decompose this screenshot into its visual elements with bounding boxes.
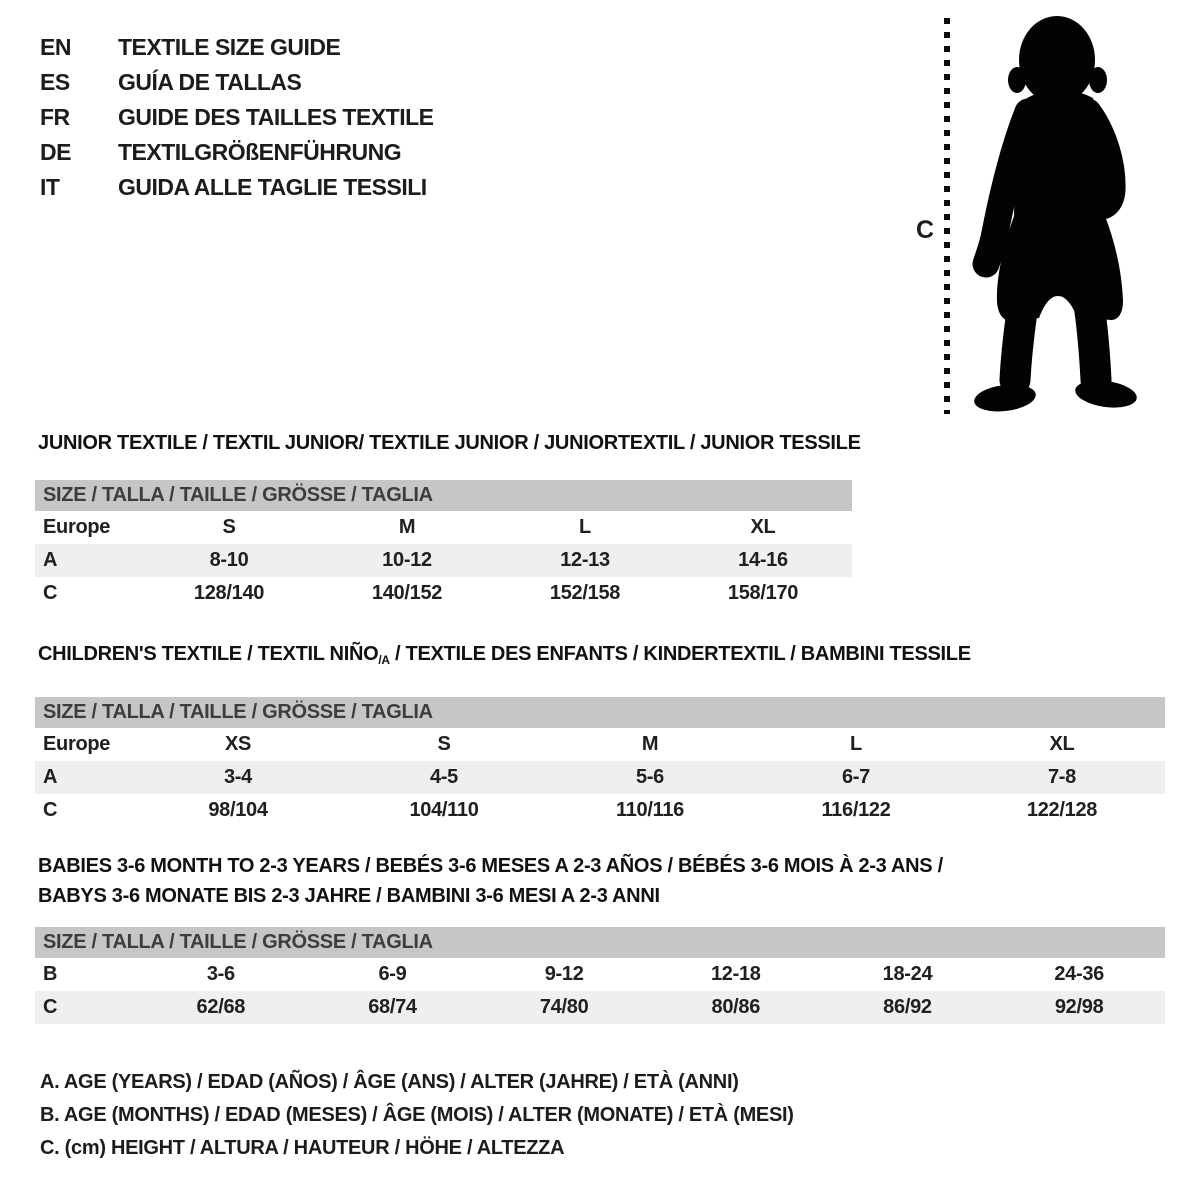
children-title-sub: /A xyxy=(378,653,390,667)
legend-line-b: B. AGE (MONTHS) / EDAD (MESES) / ÂGE (MOIS) / ALTER (MONATE) / ETÀ (MESI) xyxy=(40,1104,794,1126)
height-cell: 116/122 xyxy=(821,799,891,821)
height-cell: 122/128 xyxy=(1026,799,1098,821)
children-title-main: CHILDREN'S TEXTILE / TEXTIL NIÑO xyxy=(38,643,379,665)
table-row xyxy=(35,511,852,544)
guide-title-de: TEXTILGRÖßENFÜHRUNG xyxy=(118,139,402,165)
size-cell: XS xyxy=(224,733,252,755)
babies-title-line2: BABYS 3-6 MONATE BIS 2-3 JAHRE / BAMBINI 3-6 MESI A 2-3 ANNI xyxy=(38,885,660,907)
age-cell: 3-6 xyxy=(206,963,235,985)
table-row xyxy=(35,991,1165,1024)
table-row xyxy=(35,794,1165,827)
junior-textile-section xyxy=(35,432,861,610)
height-cell: 158/170 xyxy=(727,582,799,604)
age-cell: 4-5 xyxy=(429,766,458,788)
height-cell: 92/98 xyxy=(1054,996,1104,1018)
age-cell: 24-36 xyxy=(1054,963,1104,985)
table-row xyxy=(35,544,852,577)
height-cell: 68/74 xyxy=(368,996,417,1018)
age-cell: 10-12 xyxy=(382,549,432,571)
toddler-silhouette-icon xyxy=(963,14,1143,416)
age-cell: 12-13 xyxy=(560,549,610,571)
row-label: A xyxy=(43,766,58,788)
size-cell: XL xyxy=(750,516,776,538)
height-cell: 62/68 xyxy=(196,996,246,1018)
children-textile-section xyxy=(35,643,1165,827)
height-cell: 74/80 xyxy=(539,996,589,1018)
table-row xyxy=(35,958,1165,991)
age-cell: 3-4 xyxy=(223,766,252,788)
babies-textile-title xyxy=(38,851,1165,911)
height-cell: 128/140 xyxy=(193,582,265,604)
children-title-rest: / TEXTILE DES ENFANTS / KINDERTEXTIL / BAMBINI TESSILE xyxy=(389,643,971,665)
size-cell: S xyxy=(437,733,451,755)
children-size-header-bar: SIZE / TALLA / TAILLE / GRÖSSE / TAGLIA xyxy=(35,697,1165,728)
age-cell: 12-18 xyxy=(710,963,761,985)
height-cell: 80/86 xyxy=(711,996,761,1018)
table-row xyxy=(35,577,852,610)
junior-textile-table xyxy=(35,511,852,610)
age-cell: 9-12 xyxy=(544,963,584,985)
row-label: Europe xyxy=(43,733,111,755)
size-cell: L xyxy=(579,516,591,538)
row-label: C xyxy=(43,582,58,604)
table-row xyxy=(35,728,1165,761)
children-textile-table xyxy=(35,728,1165,827)
row-label: Europe xyxy=(43,516,111,538)
age-cell: 5-6 xyxy=(635,766,664,788)
babies-textile-table xyxy=(35,958,1165,1024)
size-cell: S xyxy=(222,516,236,538)
guide-title-es: GUÍA DE TALLAS xyxy=(118,69,302,95)
age-cell: 14-16 xyxy=(738,549,788,571)
height-measure-figure xyxy=(905,14,1185,424)
language-code: EN xyxy=(40,34,71,60)
language-title-block xyxy=(40,30,434,205)
row-label: B xyxy=(43,963,58,985)
language-row xyxy=(40,100,434,135)
height-dashed-line xyxy=(944,18,950,414)
row-label: A xyxy=(43,549,58,571)
guide-title-fr: GUIDE DES TAILLES TEXTILE xyxy=(118,104,434,130)
height-cell: 140/152 xyxy=(371,582,443,604)
legend-block xyxy=(40,1066,794,1165)
height-cell: 152/158 xyxy=(549,582,621,604)
age-cell: 8-10 xyxy=(209,549,249,571)
language-code: ES xyxy=(40,69,70,95)
language-row xyxy=(40,65,434,100)
age-cell: 6-9 xyxy=(378,963,407,985)
babies-title-line1: BABIES 3-6 MONTH TO 2-3 YEARS / BEBÉS 3-6 MESES A 2-3 AÑOS / BÉBÉS 3-6 MOIS À 2-3 ANS / xyxy=(38,855,943,877)
junior-size-header-bar: SIZE / TALLA / TAILLE / GRÖSSE / TAGLIA xyxy=(35,480,852,511)
language-code: IT xyxy=(40,174,60,200)
legend-line-a: A. AGE (YEARS) / EDAD (AÑOS) / ÂGE (ANS) / ALTER (JAHRE) / ETÀ (ANNI) xyxy=(40,1071,739,1093)
size-cell: L xyxy=(850,733,862,755)
age-cell: 6-7 xyxy=(841,766,870,788)
guide-title-it: GUIDA ALLE TAGLIE TESSILI xyxy=(118,174,427,200)
height-cell: 110/116 xyxy=(616,799,684,821)
row-label: C xyxy=(43,996,58,1018)
children-textile-title xyxy=(38,643,1165,671)
age-cell: 18-24 xyxy=(882,963,933,985)
language-row xyxy=(40,135,434,170)
language-row xyxy=(40,30,434,65)
height-cell: 98/104 xyxy=(208,799,268,821)
age-cell: 7-8 xyxy=(1047,766,1076,788)
row-label: C xyxy=(43,799,58,821)
language-row xyxy=(40,170,434,205)
height-cell: 104/110 xyxy=(409,799,479,821)
babies-size-header-bar: SIZE / TALLA / TAILLE / GRÖSSE / TAGLIA xyxy=(35,927,1165,958)
height-cell: 86/92 xyxy=(883,996,932,1018)
size-cell: M xyxy=(641,733,659,755)
measure-label-c: C xyxy=(916,216,935,244)
babies-textile-section xyxy=(35,851,1165,1024)
junior-textile-title: JUNIOR TEXTILE / TEXTIL JUNIOR/ TEXTILE JUNIOR / JUNIORTEXTIL / JUNIOR TESSILE xyxy=(38,432,861,454)
table-row xyxy=(35,761,1165,794)
language-code: DE xyxy=(40,139,71,165)
language-code: FR xyxy=(40,104,70,130)
size-cell: XL xyxy=(1049,733,1075,755)
size-cell: M xyxy=(398,516,416,538)
guide-title-en: TEXTILE SIZE GUIDE xyxy=(118,34,341,60)
legend-line-c: C. (cm) HEIGHT / ALTURA / HAUTEUR / HÖHE / ALTEZZA xyxy=(40,1137,565,1159)
